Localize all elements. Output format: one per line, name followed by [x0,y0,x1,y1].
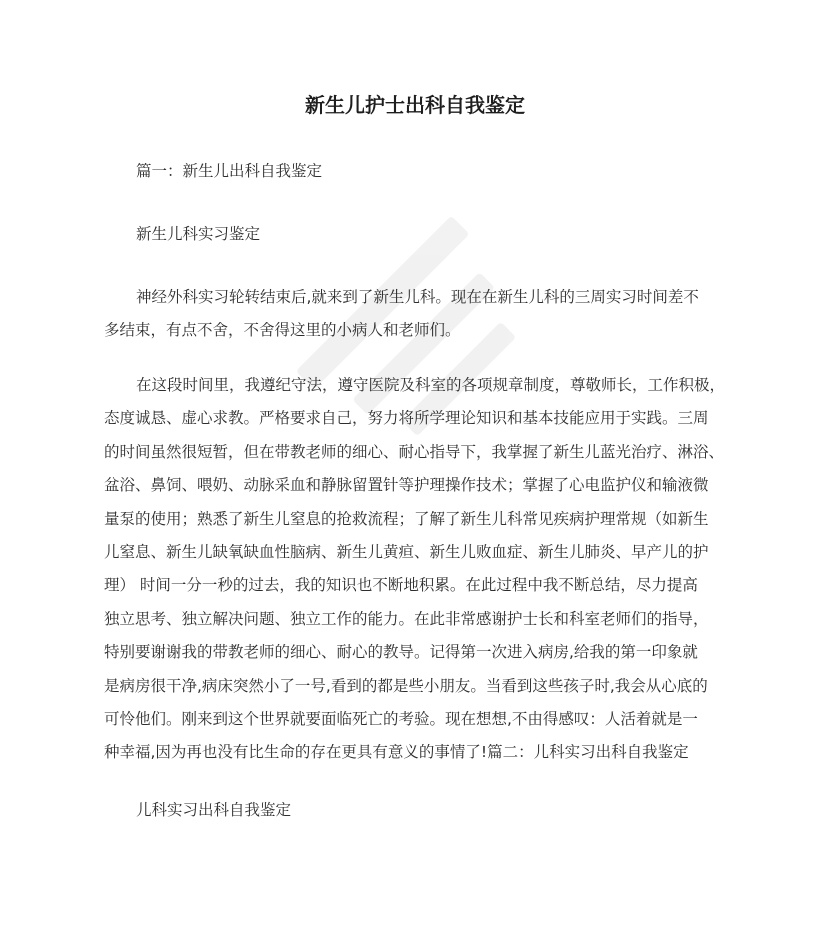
paragraph-intro [104,281,744,348]
paragraph-line: 量泵的使用；熟悉了新生儿窒息的抢救流程；了解了新生儿科常见疾病护理常规（如新生 [104,509,709,528]
subheading-pediatrics-appraisal: 儿科实习出科自我鉴定 [136,801,292,819]
document-title: 新生儿护士出科自我鉴定 [305,93,525,117]
paragraph-line: 可怜他们。刚来到这个世界就要面临死亡的考验。现在想想,不由得感叹：人活着就是一 [104,709,698,728]
paragraph-line: 的时间虽然很短暂，但在带教老师的细心、耐心指导下，我掌握了新生儿蓝光治疗、淋浴、 [104,442,725,461]
paragraph-line: 神经外科实习轮转结束后,就来到了新生儿科。现在在新生儿科的三周实习时间差不 [136,288,699,306]
paragraph-line: 盆浴、鼻饲、喂奶、动脉采血和静脉留置针等护理操作技术；掌握了心电监护仪和输液微 [104,476,709,495]
paragraph-line: 多结束，有点不舍，不舍得这里的小病人和老师们。 [104,321,461,340]
paragraph-line: 是病房很干净,病床突然小了一号,看到的都是些小朋友。当看到这些孩子时,我会从心底的 [104,676,708,695]
paragraph-line: 独立思考、独立解决问题、独立工作的能力。在此非常感谢护士长和科室老师们的指导， [104,609,709,628]
paragraph-body [104,369,744,770]
paragraph-line: 种幸福,因为再也没有比生命的存在更具有意义的事情了!篇二：儿科实习出科自我鉴定 [104,743,689,762]
paragraph-line: 儿窒息、新生儿缺氧缺血性脑病、新生儿黄疸、新生儿败血症、新生儿肺炎、早产儿的护 [104,542,709,561]
paragraph-line: 在这段时间里，我遵纪守法，遵守医院及科室的各项规章制度，尊敬师长，工作积极， [136,376,726,394]
section-heading-1: 篇一：新生儿出科自我鉴定 [136,162,323,180]
paragraph-line: 特别要谢谢我的带教老师的细心、耐心的教导。记得第一次进入病房,给我的第一印象就 [104,643,698,662]
paragraph-line: 理） 时间一分一秒的过去，我的知识也不断地积累。在此过程中我不断总结，尽力提高 [104,576,698,595]
subheading-internship-appraisal: 新生儿科实习鉴定 [136,225,261,243]
paragraph-line: 态度诚恳、虚心求教。严格要求自己，努力将所学理论知识和基本技能应用于实践。三周 [104,409,709,428]
